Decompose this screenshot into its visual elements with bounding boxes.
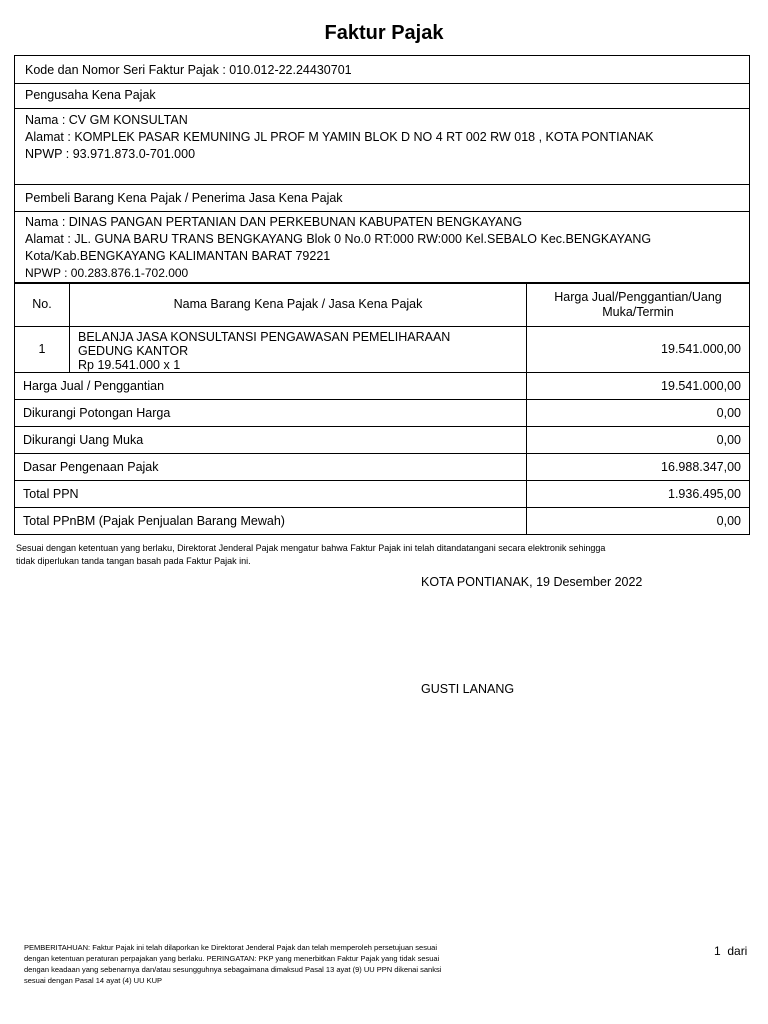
summary-label: Dasar Pengenaan Pajak xyxy=(15,454,527,481)
footer-line4: sesuai dengan Pasal 14 ayat (4) UU KUP xyxy=(24,976,162,985)
buyer-npwp: NPWP : 00.283.876.1-702.000 xyxy=(25,266,189,280)
buyer-heading: Pembeli Barang Kena Pajak / Penerima Jasa Kena Pajak xyxy=(15,185,749,212)
summary-row-ppnbm xyxy=(15,508,750,535)
invoice-header-box xyxy=(14,55,750,284)
summary-value: 1.936.495,00 xyxy=(527,481,750,508)
buyer-address-line1: Alamat : JL. GUNA BARU TRANS BENGKAYANG Blok 0 No.0 RT:000 RW:000 Kel.SEBALO Kec.BENGKAYANG xyxy=(25,232,652,246)
item-name-line2: GEDUNG KANTOR xyxy=(78,343,189,358)
note-line2: tidak diperlukan tanda tangan basah pada Faktur Pajak ini. xyxy=(16,556,251,566)
place-date: KOTA PONTIANAK, 19 Desember 2022 xyxy=(421,575,643,589)
page-number: 1 dari xyxy=(714,944,748,958)
summary-value: 19.541.000,00 xyxy=(527,373,750,400)
items-table-box xyxy=(14,282,750,535)
col-price-header-line1: Harga Jual/Penggantian/Uang xyxy=(554,289,722,304)
summary-row-harga-jual xyxy=(15,373,750,400)
item-name-line3: Rp 19.541.000 x 1 xyxy=(78,357,181,372)
item-name xyxy=(70,327,527,373)
summary-row-potongan xyxy=(15,400,750,427)
seller-name: Nama : CV GM KONSULTAN xyxy=(25,113,188,127)
summary-row-ppn xyxy=(15,481,750,508)
seller-details xyxy=(15,109,749,185)
table-row xyxy=(15,327,750,373)
footer-line2: dengan ketentuan peraturan perpajakan yang berlaku. PERINGATAN: PKP yang menerbitkan Faktur Pajak yang tidak sesuai xyxy=(24,954,440,963)
e-signature-note xyxy=(16,542,746,568)
seller-npwp: NPWP : 93.971.873.0-701.000 xyxy=(25,147,196,161)
item-price: 19.541.000,00 xyxy=(527,327,750,373)
buyer-name: Nama : DINAS PANGAN PERTANIAN DAN PERKEBUNAN KABUPATEN BENGKAYANG xyxy=(25,215,523,229)
buyer-address-line2: Kota/Kab.BENGKAYANG KALIMANTAN BARAT 79221 xyxy=(25,249,331,263)
col-price-header-line2: Muka/Termin xyxy=(602,304,674,319)
summary-row-uang-muka xyxy=(15,427,750,454)
col-no-header: No. xyxy=(15,283,70,327)
summary-label: Dikurangi Potongan Harga xyxy=(15,400,527,427)
summary-value: 0,00 xyxy=(527,427,750,454)
summary-row-dpp xyxy=(15,454,750,481)
summary-label: Total PPN xyxy=(15,481,527,508)
col-name-header: Nama Barang Kena Pajak / Jasa Kena Pajak xyxy=(70,283,527,327)
summary-value: 16.988.347,00 xyxy=(527,454,750,481)
invoice-code: Kode dan Nomor Seri Faktur Pajak : 010.012-22.24430701 xyxy=(15,56,749,84)
summary-value: 0,00 xyxy=(527,400,750,427)
footer-line3: dengan keadaan yang sebenarnya dan/atau sesungguhnya sebagaimana dimaksud Pasal 13 ayat (9) UU PPN dikenai sanksi xyxy=(24,965,442,974)
signer-name: GUSTI LANANG xyxy=(421,682,515,696)
footer-notice xyxy=(24,942,524,986)
table-header-row xyxy=(15,283,750,327)
summary-label: Dikurangi Uang Muka xyxy=(15,427,527,454)
col-price-header xyxy=(527,283,750,327)
summary-value: 0,00 xyxy=(527,508,750,535)
buyer-details xyxy=(15,212,749,283)
summary-label: Total PPnBM (Pajak Penjualan Barang Mewah) xyxy=(15,508,527,535)
item-name-line1: BELANJA JASA KONSULTANSI PENGAWASAN PEMELIHARAAN xyxy=(78,329,451,344)
items-table xyxy=(14,282,750,535)
document-title: Faktur Pajak xyxy=(324,22,444,44)
summary-label: Harga Jual / Penggantian xyxy=(15,373,527,400)
item-no: 1 xyxy=(15,327,70,373)
seller-heading: Pengusaha Kena Pajak xyxy=(15,84,749,109)
footer-line1: PEMBERITAHUAN: Faktur Pajak ini telah dilaporkan ke Direktorat Jenderal Pajak dan telah memperoleh persetujuan sesuai xyxy=(24,943,437,952)
seller-address: Alamat : KOMPLEK PASAR KEMUNING JL PROF M YAMIN BLOK D NO 4 RT 002 RW 018 , KOTA PONTIANAK xyxy=(25,130,654,144)
note-line1: Sesuai dengan ketentuan yang berlaku, Direktorat Jenderal Pajak mengatur bahwa Faktur Pajak ini telah ditandatangani secara elektronik sehingga xyxy=(16,543,606,553)
